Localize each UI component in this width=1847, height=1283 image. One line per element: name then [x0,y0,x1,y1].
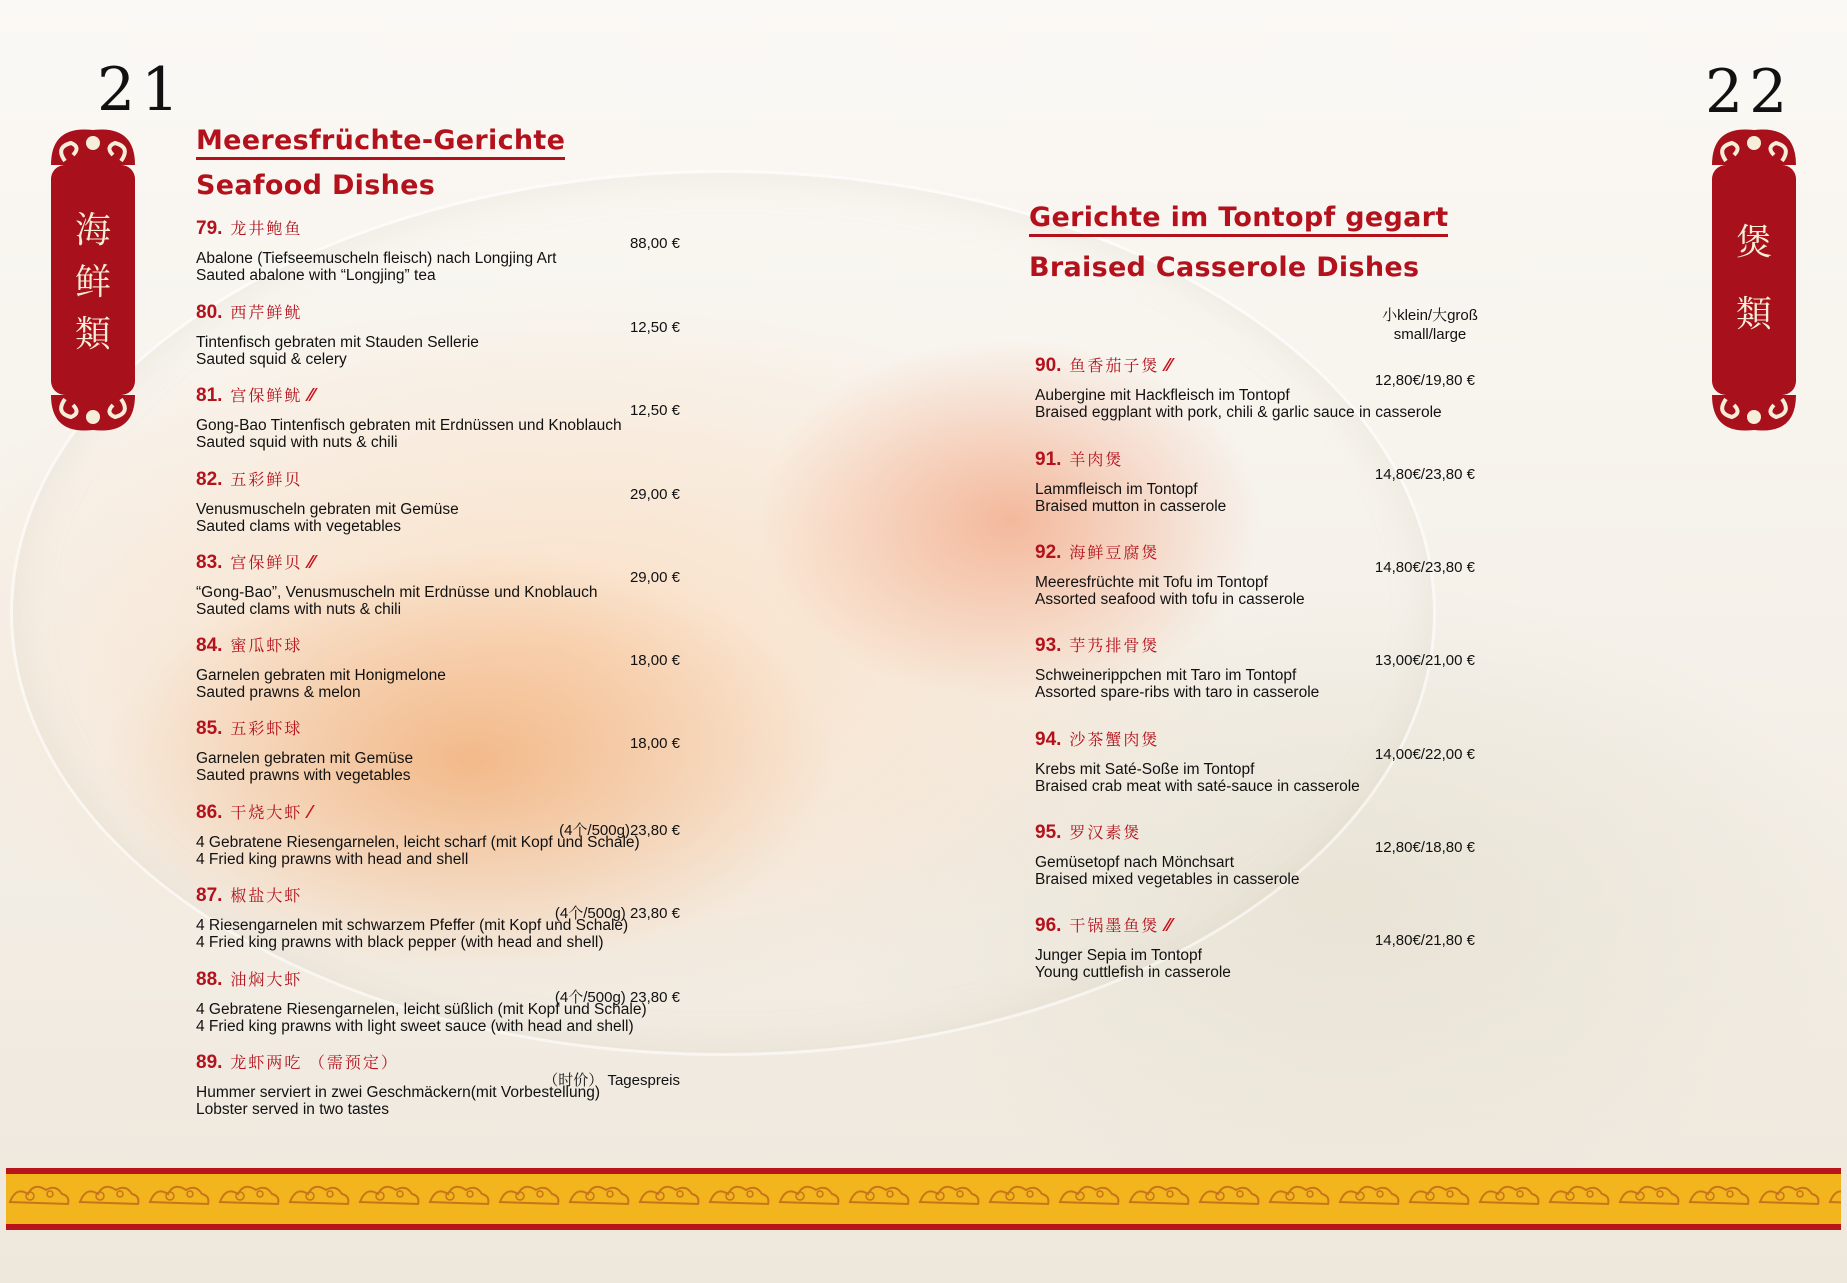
menu-item [196,716,680,796]
seafood-heading-en: Seafood Dishes [196,170,436,201]
menu-item-chinese-name: 椒盐大虾 [230,888,303,905]
menu-item-price: （时价） Tagespreis [543,1072,680,1089]
menu-item [196,383,680,463]
menu-item-chinese-name: 五彩鲜贝 [230,472,303,489]
menu-item-chinese-name: 宫保鲜鱿 [230,388,303,405]
menu-item-description-en: Sauted clams with nuts & chili [196,601,402,618]
menu-item [1035,913,1475,993]
menu-item-chinese-name: 龙虾两吃 （需预定） [230,1055,399,1072]
menu-item-price: 18,00 € [629,652,680,669]
menu-item-description-en: Braised eggplant with pork, chili & garlic sauce in casserole [1035,404,1442,421]
menu-item-price: 12,50 € [629,319,680,336]
menu-item-description-en: Sauted squid with nuts & chili [196,434,398,451]
menu-item-description-en: 4 Fried king prawns with light sweet sauce (with head and shell) [196,1018,634,1035]
menu-item-number: 79. [196,218,223,239]
menu-item-price: 12,80€/18,80 € [1374,839,1475,856]
cloud-pattern-border [6,1168,1841,1230]
menu-item-price: 12,50 € [629,402,680,419]
menu-item-description-de: 4 Gebratene Riesengarnelen, leicht scharf (mit Kopf und Schale) [196,834,640,851]
menu-item-number: 95. [1035,822,1062,843]
menu-item [196,216,680,296]
casserole-category-badge [1704,125,1804,435]
menu-item-description-de: 4 Gebratene Riesengarnelen, leicht süßlich (mit Kopf und Schale) [196,1001,647,1018]
menu-item-chinese-name: 鱼香茄子煲 [1069,358,1160,375]
menu-item-description-en: 4 Fried king prawns with head and shell [196,851,469,868]
menu-item [1035,727,1475,807]
menu-item-description-en: Braised mixed vegetables in casserole [1035,871,1300,888]
menu-item [196,967,680,1047]
menu-item-number: 89. [196,1052,223,1073]
badge-char: 類 [74,314,111,355]
menu-item-chinese-name: 蜜瓜虾球 [230,638,303,655]
menu-item-description-en: Assorted spare-ribs with taro in casserole [1035,684,1320,701]
menu-item-price: 14,80€/21,80 € [1374,932,1475,949]
menu-item-description-en: Sauted abalone with “Longjing” tea [196,267,436,284]
menu-item-description-en: Assorted seafood with tofu in casserole [1035,591,1305,608]
size-legend-de: 小klein/大groß [1382,307,1478,324]
menu-item-header [1035,540,1159,564]
menu-item-chinese-name: 油焖大虾 [230,972,303,989]
menu-item-chinese-name: 罗汉素煲 [1069,825,1142,842]
menu-item-chinese-name: 五彩虾球 [230,721,303,738]
menu-item-header [1035,913,1171,937]
menu-item [196,633,680,713]
menu-item-description-en: Sauted squid & celery [196,351,347,368]
menu-item-chinese-name: 龙井鲍鱼 [230,221,303,238]
menu-item-header [196,633,302,657]
menu-item-price: (4个/500g)23,80 € [559,822,680,839]
badge-char: 海 [74,210,111,251]
menu-item-description-de: 4 Riesengarnelen mit schwarzem Pfeffer (mit Kopf und Schale) [196,917,629,934]
seafood-category-badge [43,125,143,435]
menu-item-header [196,800,311,824]
menu-item-chinese-name: 西芹鲜鱿 [230,305,303,322]
menu-item-description-en: Lobster served in two tastes [196,1101,389,1118]
menu-item-description-de: Venusmuscheln gebraten mit Gemüse [196,501,459,518]
menu-item [196,550,680,630]
menu-item-header [1035,633,1159,657]
page-number-left: 21 [97,55,186,125]
menu-item-price: 14,80€/23,80 € [1374,466,1475,483]
menu-item-price: (4个/500g) 23,80 € [554,989,680,1006]
menu-item-description-de: Schweinerippchen mit Taro im Tontopf [1035,667,1297,684]
menu-item-header [1035,820,1141,844]
menu-item-description-en: Sauted prawns & melon [196,684,361,701]
menu-item-header [1035,447,1123,471]
menu-item-header [196,716,302,740]
menu-item-number: 93. [1035,635,1062,656]
menu-item [1035,540,1475,620]
menu-item [196,467,680,547]
badge-char: 鲜 [74,262,111,303]
menu-item [1035,353,1475,433]
seafood-heading-de: Meeresfrüchte-Gerichte [196,125,565,160]
menu-item-header [1035,353,1171,377]
menu-item [196,1050,680,1130]
menu-item-chinese-name: 芋艿排骨煲 [1069,638,1160,655]
menu-item-header [196,216,302,240]
menu-item-number: 80. [196,302,223,323]
chili-pepper-icon: ⁄⁄ [308,552,315,572]
menu-item-header [196,1050,399,1074]
menu-item-number: 87. [196,885,223,906]
menu-item-header [196,883,302,907]
menu-item-number: 85. [196,718,223,739]
size-legend-en: small/large [1393,326,1467,343]
chili-pepper-icon: ⁄ [308,802,312,822]
menu-item-description-de: Garnelen gebraten mit Honigmelone [196,667,446,684]
menu-item-number: 96. [1035,915,1062,936]
menu-item-description-en: 4 Fried king prawns with black pepper (with head and shell) [196,934,604,951]
menu-item [1035,447,1475,527]
menu-item-price: 12,80€/19,80 € [1374,372,1475,389]
menu-item-description-en: Sauted clams with vegetables [196,518,402,535]
menu-item [1035,633,1475,713]
menu-item-description-de: Hummer serviert in zwei Geschmäckern(mit Vorbestellung) [196,1084,600,1101]
menu-item-header [196,300,302,324]
menu-item-description-de: Gong-Bao Tintenfisch gebraten mit Erdnüssen und Knoblauch [196,417,622,434]
menu-item-number: 82. [196,469,223,490]
menu-item-header [196,383,314,407]
menu-item-description-de: Tintenfisch gebraten mit Stauden Sellerie [196,334,479,351]
menu-item [196,800,680,880]
menu-item-description-de: Abalone (Tiefseemuscheln fleisch) nach Longjing Art [196,250,557,267]
menu-item-number: 83. [196,552,223,573]
menu-item-price: 14,80€/23,80 € [1374,559,1475,576]
menu-item-price: 29,00 € [629,486,680,503]
menu-item-chinese-name: 羊肉煲 [1069,452,1124,469]
menu-item-header [1035,727,1159,751]
menu-item-price: 13,00€/21,00 € [1374,652,1475,669]
menu-item-number: 94. [1035,729,1062,750]
chili-pepper-icon: ⁄⁄ [1165,915,1172,935]
menu-item-description-de: Krebs mit Saté-Soße im Tontopf [1035,761,1255,778]
menu-item-header [196,467,302,491]
menu-item-price: (4个/500g) 23,80 € [554,905,680,922]
menu-item-number: 90. [1035,355,1062,376]
menu-item-description-de: Lammfleisch im Tontopf [1035,481,1198,498]
menu-item-header [196,967,302,991]
menu-item-chinese-name: 干烧大虾 [230,805,303,822]
menu-item-number: 86. [196,802,223,823]
menu-item [196,883,680,963]
menu-item-description-de: Gemüsetopf nach Mönchsart [1035,854,1235,871]
size-legend [1360,306,1500,344]
menu-item-header [196,550,314,574]
badge-char: 類 [1735,294,1772,335]
cloud-pattern-icon [6,1174,1841,1212]
menu-item-chinese-name: 干锅墨鱼煲 [1069,918,1160,935]
badge-title [1704,222,1804,369]
menu-item-price: 18,00 € [629,735,680,752]
menu-item-description-en: Braised crab meat with saté-sauce in casserole [1035,778,1360,795]
menu-item-chinese-name: 海鲜豆腐煲 [1069,545,1160,562]
menu-item-chinese-name: 宫保鲜贝 [230,555,303,572]
badge-char: 煲 [1735,222,1772,263]
menu-item [1035,820,1475,900]
menu-item-price: 29,00 € [629,569,680,586]
badge-title [43,210,143,369]
page-number-right: 22 [1705,57,1794,127]
menu-item-description-de: Aubergine mit Hackfleisch im Tontopf [1035,387,1290,404]
chili-pepper-icon: ⁄⁄ [1165,355,1172,375]
chili-pepper-icon: ⁄⁄ [308,385,315,405]
menu-item-description-de: “Gong-Bao”, Venusmuscheln mit Erdnüsse und Knoblauch [196,584,598,601]
menu-item-price: 88,00 € [629,235,680,252]
menu-item-number: 88. [196,969,223,990]
casserole-heading-de: Gerichte im Tontopf gegart [1029,202,1448,237]
menu-item-chinese-name: 沙茶蟹肉煲 [1069,732,1160,749]
menu-item-description-de: Meeresfrüchte mit Tofu im Tontopf [1035,574,1268,591]
menu-item-description-en: Sauted prawns with vegetables [196,767,411,784]
menu-item-description-en: Young cuttlefish in casserole [1035,964,1231,981]
menu-item-description-de: Garnelen gebraten mit Gemüse [196,750,414,767]
menu-item-number: 91. [1035,449,1062,470]
menu-item [196,300,680,380]
menu-item-number: 92. [1035,542,1062,563]
casserole-heading-en: Braised Casserole Dishes [1029,252,1420,283]
menu-item-description-de: Junger Sepia im Tontopf [1035,947,1202,964]
menu-item-number: 81. [196,385,223,406]
menu-item-price: 14,00€/22,00 € [1374,746,1475,763]
menu-item-description-en: Braised mutton in casserole [1035,498,1227,515]
menu-item-number: 84. [196,635,223,656]
